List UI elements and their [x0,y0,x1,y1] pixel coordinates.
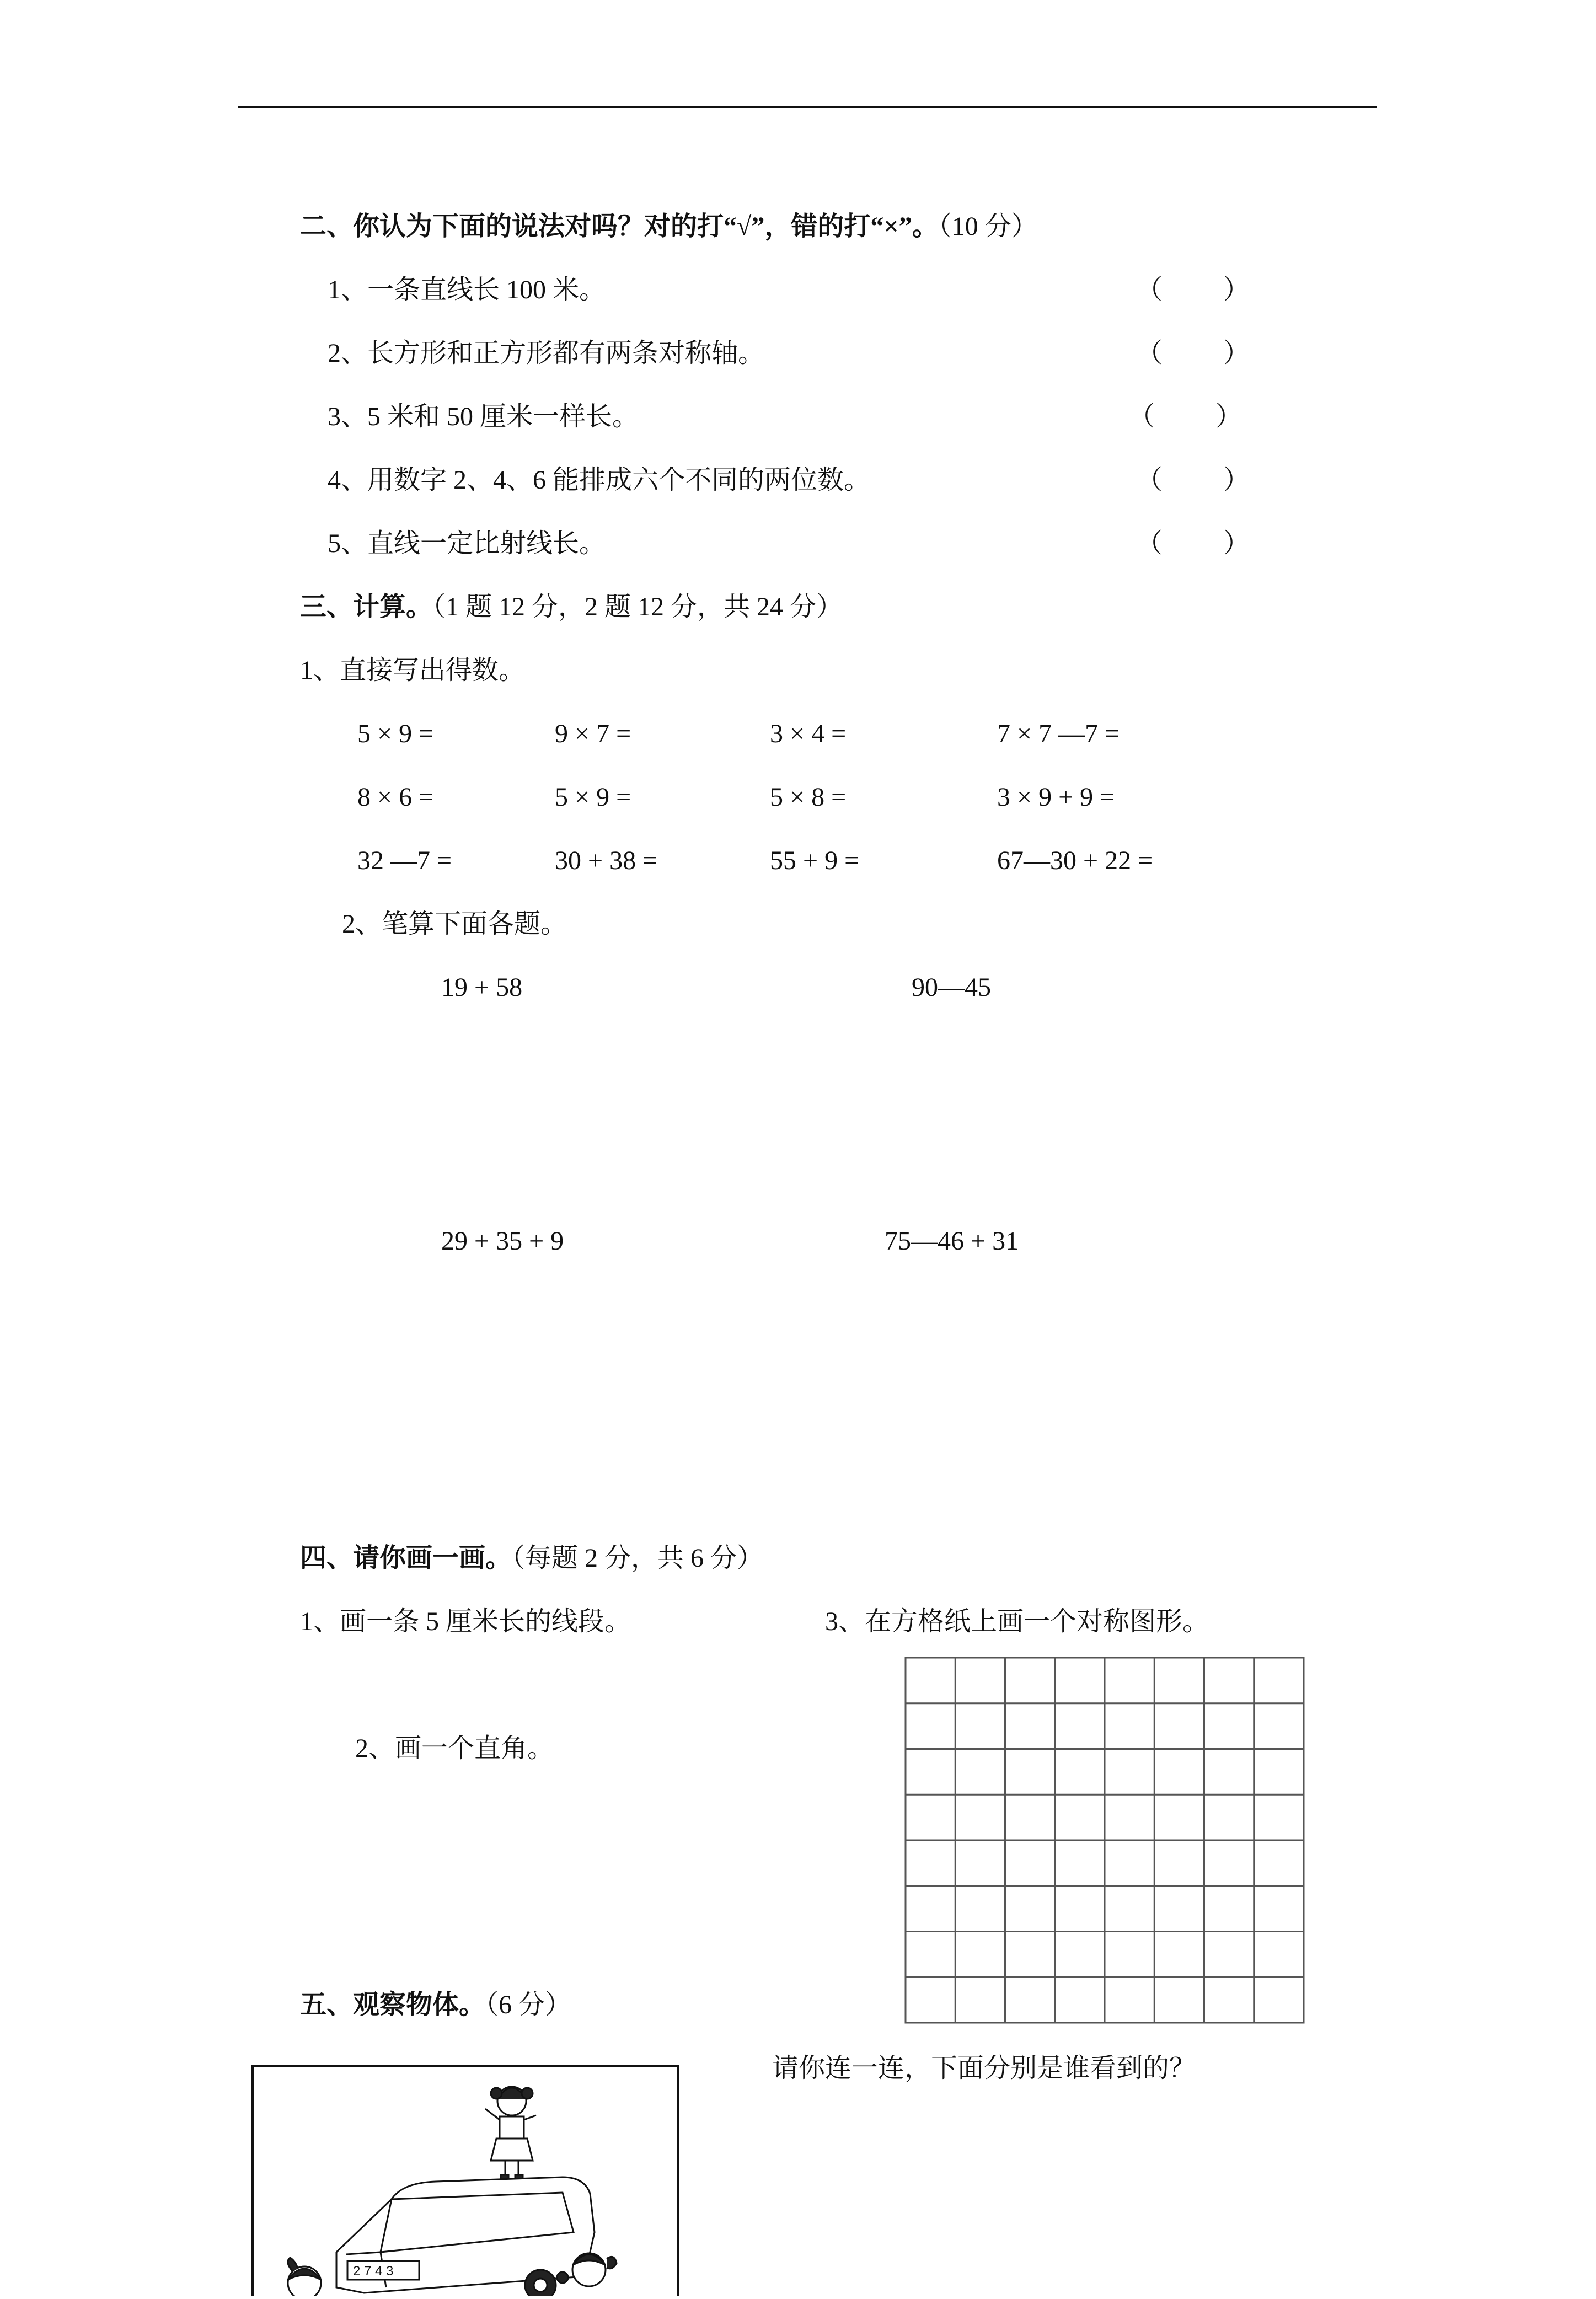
oral-calc-r1c3: 3 × 4 = [770,719,847,748]
answer-blank-3[interactable]: （ ） [1128,402,1242,431]
oral-calc-r3c3: 55 + 9 = [770,846,860,875]
oral-calc-r3c4: 67—30 + 22 = [997,846,1153,875]
answer-blank-2[interactable]: （ ） [1136,339,1250,368]
oral-calc-r1c2: 9 × 7 = [555,719,631,748]
oral-calc-r2c4: 3 × 9 + 9 = [997,783,1115,812]
car-plate: 2 7 4 3 [353,2264,394,2279]
written-calc-1: 19 + 58 [441,973,523,1002]
oral-calc-r1c1: 5 × 9 = [357,719,434,748]
girl-figure [485,2087,536,2184]
car-children-illustration [254,2067,677,2296]
written-calc-3: 29 + 35 + 9 [441,1226,564,1256]
boy-figure [572,2253,617,2286]
section5-heading: 五、观察物体。（6 分） [300,1990,572,2019]
section2-heading: 二、你认为下面的说法对吗？对的打“√”，错的打“×”。（10 分） [300,212,1038,241]
section3-heading: 三、计算。（1 题 12 分，2 题 12 分，共 24 分） [300,592,843,621]
oral-calc-r2c2: 5 × 9 = [555,783,631,812]
section4-q3: 3、在方格纸上画一个对称图形。 [825,1607,1209,1636]
section3-q2-label: 2、笔算下面各题。 [342,909,567,939]
oral-calc-r3c2: 30 + 38 = [555,846,658,875]
grid-paper[interactable] [904,1657,1305,2024]
written-calc-4: 75—46 + 31 [885,1226,1019,1256]
section5-prompt: 请你连一连，下面分别是谁看到的？ [772,2054,1196,2083]
header-rule [238,106,1377,108]
section2-item-3: 3、5 米和 50 厘米一样长。 [328,402,639,431]
section4-heading: 四、请你画一画。（每题 2 分，共 6 分） [300,1544,764,1573]
section4-q1: 1、画一条 5 厘米长的线段。 [300,1607,631,1636]
oral-calc-r2c3: 5 × 8 = [770,783,847,812]
section2-item-4: 4、用数字 2、4、6 能排成六个不同的两位数。 [328,465,871,495]
answer-blank-5[interactable]: （ ） [1136,529,1250,558]
section3-q1-label: 1、直接写出得数。 [300,656,526,685]
section2-item-2: 2、长方形和正方形都有两条对称轴。 [328,339,765,368]
child-left-figure [288,2258,321,2296]
section2-item-1: 1、一条直线长 100 米。 [328,275,606,304]
car-figure [336,2177,595,2296]
section2-item-5: 5、直线一定比射线长。 [328,529,606,558]
answer-blank-1[interactable]: （ ） [1136,275,1250,304]
written-calc-2: 90—45 [912,973,991,1002]
answer-blank-4[interactable]: （ ） [1136,465,1250,495]
section4-q2: 2、画一个直角。 [355,1734,554,1763]
oral-calc-r2c1: 8 × 6 = [357,783,434,812]
observation-picture [251,2065,679,2296]
oral-calc-r1c4: 7 × 7 —7 = [997,719,1120,748]
oral-calc-r3c1: 32 —7 = [357,846,452,875]
